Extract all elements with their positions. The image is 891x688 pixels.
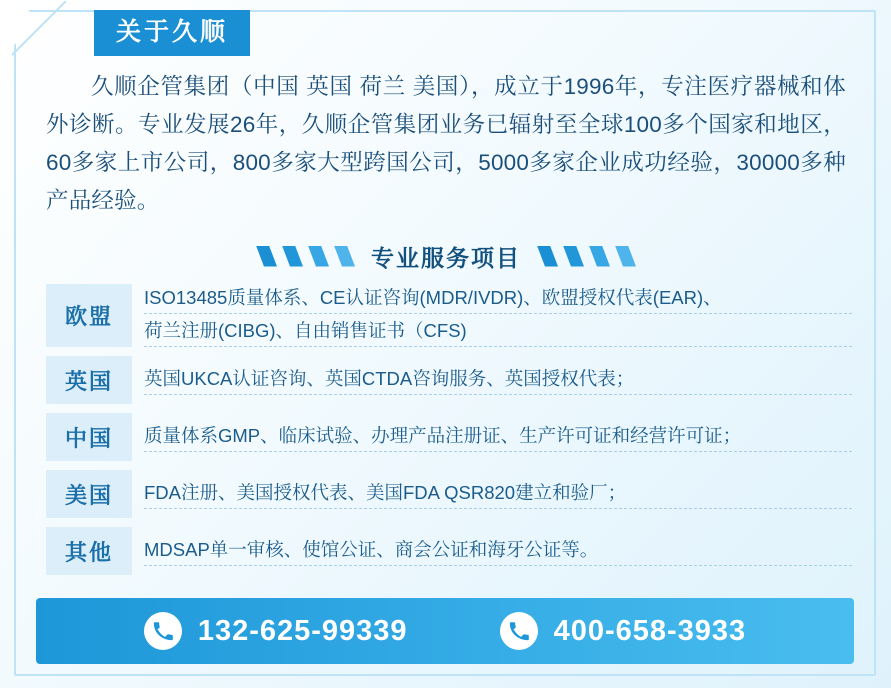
- service-detail: [132, 470, 852, 518]
- service-line: 英国UKCA认证咨询、英国CTDA咨询服务、英国授权代表；: [144, 365, 852, 395]
- region-label: 美国: [46, 470, 132, 518]
- corner-cut-line: [11, 1, 66, 56]
- hotline-number: 400-658-3933: [553, 614, 747, 647]
- contact-mobile[interactable]: [144, 612, 408, 650]
- corner-cut-shape: [0, 0, 39, 73]
- chevron-right-icon: [615, 246, 636, 267]
- intro-paragraph: 久顺企管集团（中国 英国 荷兰 美国），成立于1996年，专注医疗器械和体外诊断。专业发展26年，久顺企管集团业务已辐射至全球100多个国家和地区，60多家上市公司，800多家大型跨国公司，5000多家企业成功经验，30000多种产品经验。: [46, 74, 846, 213]
- section-title-text: 专业服务项目: [371, 244, 521, 271]
- chevron-right-icon: [334, 246, 355, 267]
- region-label: 英国: [46, 356, 132, 404]
- chevron-right-icon: [563, 246, 584, 267]
- service-line: 荷兰注册(CIBG)、自由销售证书（CFS): [144, 317, 852, 347]
- region-label: 其他: [46, 527, 132, 575]
- contact-bar: [36, 598, 854, 664]
- region-label: 中国: [46, 413, 132, 461]
- table-row: [46, 413, 852, 461]
- service-line: 质量体系GMP、临床试验、办理产品注册证、生产许可证和经营许可证；: [144, 422, 852, 452]
- service-line: FDA注册、美国授权代表、美国FDA QSR820建立和验厂；: [144, 479, 852, 509]
- page-title: 关于久顺: [94, 10, 250, 56]
- table-row: [46, 470, 852, 518]
- service-line: ISO13485质量体系、CE认证咨询(MDR/IVDR)、欧盟授权代表(EAR)、: [144, 284, 852, 314]
- service-detail: [132, 413, 852, 461]
- service-detail: [132, 527, 852, 575]
- chevron-right-icon: [282, 246, 303, 267]
- chevron-right-icon: [537, 246, 558, 267]
- phone-icon: [500, 612, 538, 650]
- mobile-number: 132-625-99339: [197, 614, 408, 647]
- contact-hotline[interactable]: [500, 612, 747, 650]
- chevron-right-icon: [589, 246, 610, 267]
- chevron-right-icon: [308, 246, 329, 267]
- services-table: [46, 284, 852, 584]
- table-row: [46, 284, 852, 347]
- service-detail: [132, 356, 852, 404]
- table-row: [46, 527, 852, 575]
- service-line: MDSAP单一审核、使馆公证、商会公证和海牙公证等。: [144, 536, 852, 566]
- table-row: [46, 356, 852, 404]
- phone-icon: [144, 612, 182, 650]
- region-label: 欧盟: [46, 284, 132, 347]
- chevron-right-icon: [256, 246, 277, 267]
- service-detail: [132, 284, 852, 347]
- chevron-group-left: [256, 246, 355, 267]
- chevron-group-right: [537, 246, 636, 267]
- section-heading: [46, 238, 846, 274]
